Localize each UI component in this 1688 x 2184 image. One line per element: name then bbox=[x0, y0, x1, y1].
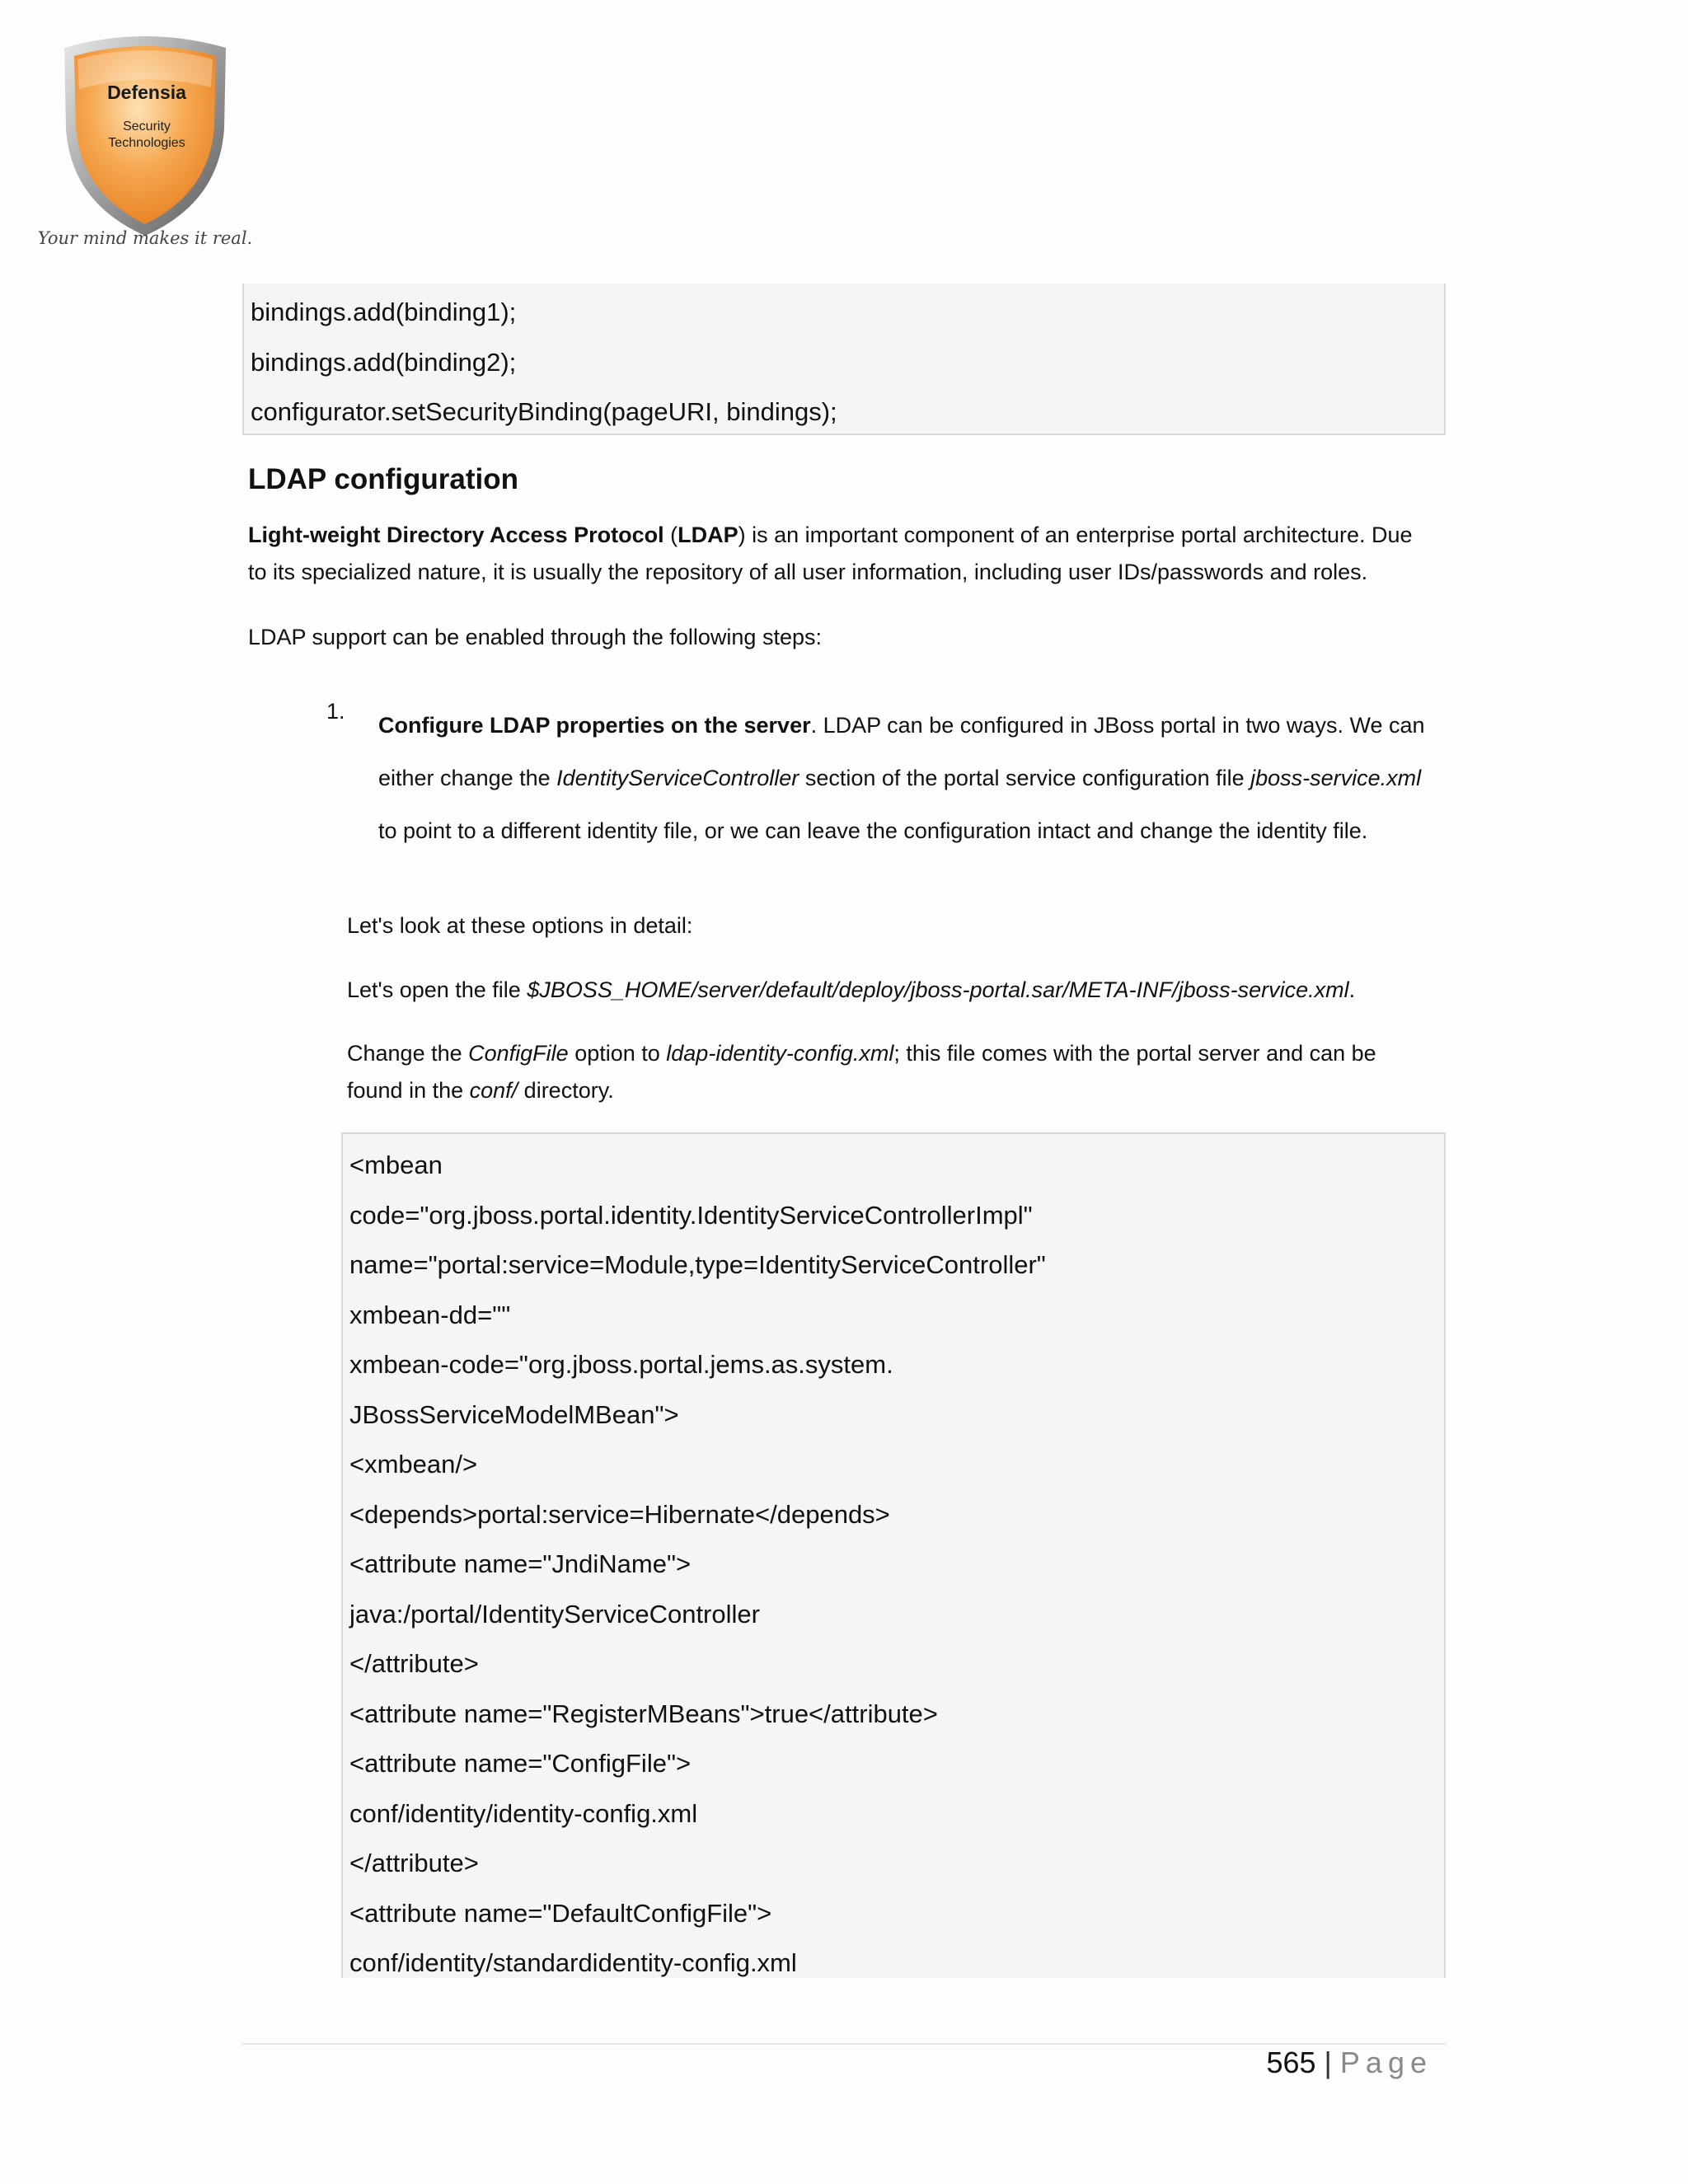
change-file: ldap-identity-config.xml bbox=[666, 1041, 894, 1066]
step1-bold: Configure LDAP properties on the server bbox=[378, 713, 811, 738]
change-suffix: directory. bbox=[518, 1078, 614, 1103]
code-line: conf/identity/standardidentity-config.xml bbox=[349, 1948, 797, 1977]
code-line: configurator.setSecurityBinding(pageURI, bindings); bbox=[251, 397, 837, 426]
change-text: ; this file comes with the portal server and can be found in the bbox=[347, 1041, 1376, 1103]
change-config-paragraph bbox=[347, 1035, 1435, 1109]
page-label: Page bbox=[1339, 2046, 1432, 2079]
code-block-top bbox=[242, 284, 1446, 435]
code-line: xmbean-code="org.jboss.portal.jems.as.system. bbox=[349, 1350, 893, 1379]
code-line: JBossServiceModelMBean"> bbox=[349, 1399, 679, 1429]
change-mid: option to bbox=[568, 1041, 667, 1066]
code-block-main bbox=[341, 1132, 1446, 1978]
open-file-path: $JBOSS_HOME/server/default/deploy/jboss-portal.sar/META-INF/jboss-service.xml bbox=[527, 977, 1349, 1002]
code-line: </attribute> bbox=[349, 1649, 479, 1678]
intro-rest: ) is an important component of an enterprise portal architecture. Due to its specialized nature, it is usually the repository of all user information, including user IDs/passwords and roles. bbox=[248, 523, 1413, 584]
change-prefix: Change the bbox=[347, 1041, 469, 1066]
logo-subtitle-2: Technologies bbox=[108, 136, 185, 150]
step1-text-c: to point to a different identity file, or we can leave the configuration intact and change the identity file. bbox=[378, 818, 1368, 843]
logo-tagline: Your mind makes it real. bbox=[37, 228, 253, 248]
open-file-paragraph bbox=[347, 972, 1355, 1009]
page-footer bbox=[1266, 2046, 1432, 2080]
page-number: 565 bbox=[1266, 2046, 1316, 2079]
steps-intro: LDAP support can be enabled through the following steps: bbox=[248, 625, 822, 649]
section-heading: LDAP configuration bbox=[248, 463, 518, 495]
change-dir: conf/ bbox=[469, 1078, 518, 1103]
step1-text-a: . LDAP can be configured in JBoss portal in two ways. We can either change the bbox=[378, 713, 1425, 790]
logo-subtitle-1: Security bbox=[123, 120, 171, 134]
code-line: <attribute name="ConfigFile"> bbox=[349, 1749, 692, 1778]
code-line: bindings.add(binding1); bbox=[251, 298, 517, 326]
intro-open-paren: ( bbox=[663, 523, 678, 547]
step1-text-b: section of the portal service configuration file bbox=[799, 766, 1251, 790]
shield-icon bbox=[37, 30, 253, 260]
code-line: name="portal:service=Module,type=IdentityServiceController" bbox=[349, 1250, 1046, 1279]
footer-separator: | bbox=[1324, 2046, 1332, 2079]
code-line: <depends>portal:service=Hibernate</depends> bbox=[349, 1499, 890, 1529]
company-logo bbox=[37, 30, 253, 260]
intro-bold-abbr: LDAP bbox=[678, 523, 738, 547]
code-line: java:/portal/IdentityServiceController bbox=[349, 1599, 760, 1629]
code-line: bindings.add(binding2); bbox=[251, 347, 517, 377]
code-line: conf/identity/identity-config.xml bbox=[349, 1798, 698, 1828]
code-line: </attribute> bbox=[349, 1849, 479, 1877]
code-line: <xmbean/> bbox=[349, 1450, 478, 1479]
code-line: <attribute name="JndiName"> bbox=[349, 1549, 692, 1578]
detail-intro: Let's look at these options in detail: bbox=[347, 913, 693, 938]
change-option: ConfigFile bbox=[468, 1041, 569, 1066]
code-line: <attribute name="RegisterMBeans">true</attribute> bbox=[349, 1699, 938, 1728]
step1-italic-a: IdentityServiceController bbox=[556, 766, 799, 790]
code-line: code="org.jboss.portal.identity.IdentityServiceControllerImpl" bbox=[349, 1200, 1033, 1230]
open-file-suffix: . bbox=[1348, 977, 1356, 1002]
step1-italic-b: jboss-service.xml bbox=[1250, 766, 1422, 790]
code-line: <mbean bbox=[349, 1151, 443, 1179]
list-item bbox=[378, 699, 1429, 857]
logo-brand: Defensia bbox=[107, 82, 186, 103]
list-number: 1. bbox=[326, 699, 345, 724]
intro-paragraph bbox=[248, 517, 1435, 591]
footer-divider bbox=[242, 2043, 1446, 2045]
open-file-prefix: Let's open the file bbox=[347, 977, 528, 1002]
code-line: xmbean-dd="" bbox=[349, 1300, 511, 1329]
code-line: <attribute name="DefaultConfigFile"> bbox=[349, 1898, 772, 1928]
intro-bold-term: Light-weight Directory Access Protocol bbox=[248, 523, 664, 547]
